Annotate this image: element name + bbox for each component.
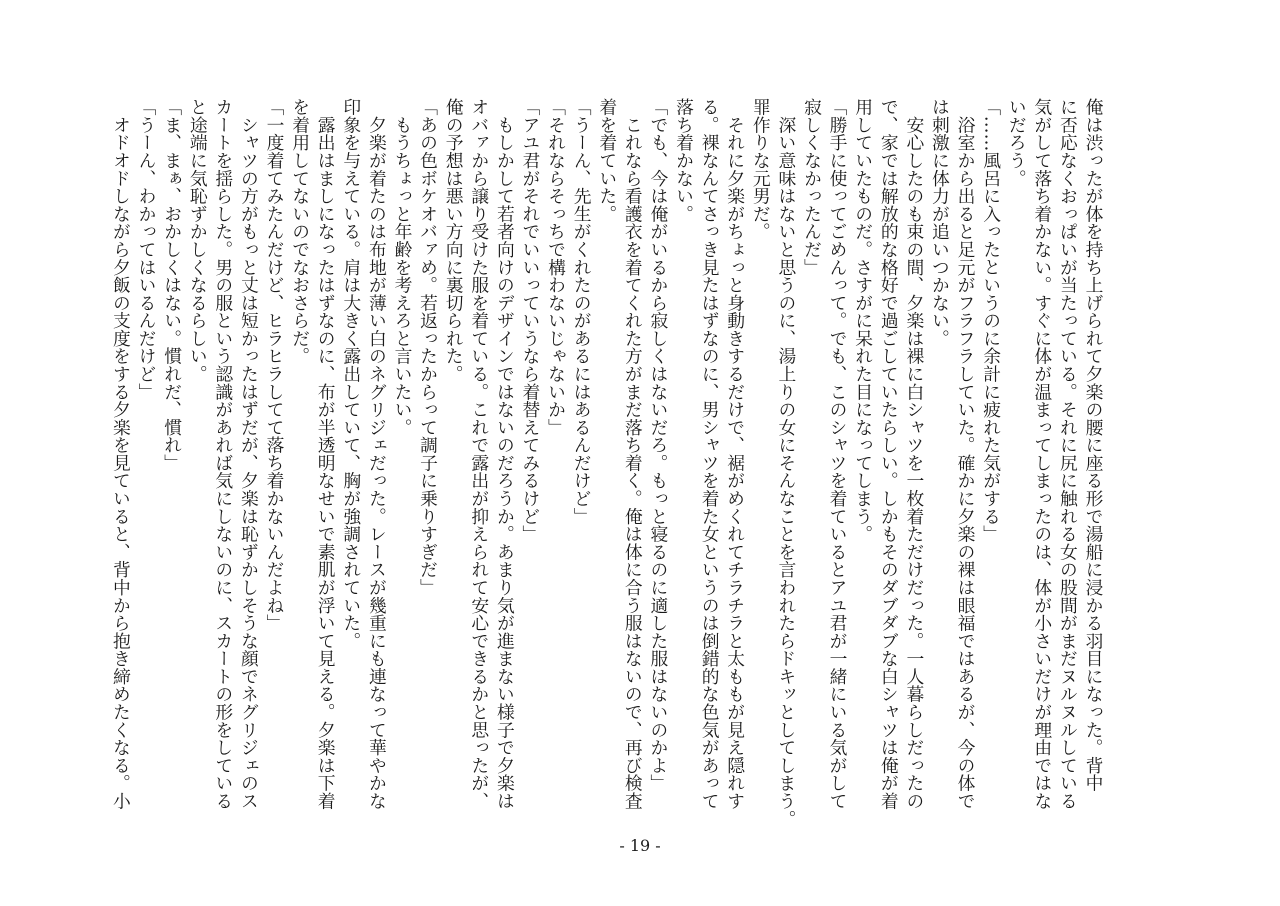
text-line: 俺は渋ったが体を持ち上げられて夕楽の腰に座る形で湯船に浸かる羽目になった。背中: [1083, 98, 1104, 792]
text-line: いだろう。: [1006, 98, 1028, 187]
text-line: もしかして若者向けのデザインではないのだろうか。あまり気が進まない様子で夕楽は: [494, 98, 516, 810]
text-line: で、家では解放的な格好で過ごしていたらしい。しかもそのダブダブな白シャツは俺が着: [878, 98, 900, 810]
text-line: 浴室から出ると足元がフラフラしていた。確かに夕楽の裸は眼福ではあるが、今の体で: [955, 98, 977, 810]
text-line: 深い意味はないと思うのに、湯上りの女にそんなことを言われたらドキッとしてしまう。: [775, 98, 797, 828]
text-line: 寂しくなかったんだ」: [801, 98, 823, 276]
text-line: 「勝手に使ってごめんって。でも、このシャツを着ているとアユ君が一緒にいる気がして: [827, 98, 849, 810]
text-line: は刺激に体力が追いつかない。: [929, 98, 951, 348]
text-line: 着を着ていた。: [596, 98, 618, 223]
text-line: と途端に気恥ずかしくなるらしい。: [187, 98, 209, 383]
text-line: 落ち着かない。: [673, 98, 695, 223]
page-body-text: [108, 98, 1106, 828]
text-line: 俺の予想は悪い方向に裏切られた。: [443, 98, 465, 383]
text-line: 「……風呂に入ったというのに余計に疲れた気がする」: [980, 98, 1002, 543]
text-line: 露出はましになったはずなのに、布が半透明なせいで素肌が浮いて見える。夕楽は下着: [315, 98, 337, 810]
text-line: 「ま、まぁ、おかしくはない。慣れだ、慣れ」: [161, 98, 183, 472]
text-line: 用していたものだ。さすがに呆れた目になってしまう。: [852, 98, 874, 543]
text-line: 罪作りな元男だ。: [750, 98, 772, 241]
text-line: 「うーん、わかってはいるんだけど」: [136, 98, 158, 401]
text-line: オドオドしながら夕飯の支度をする夕楽を見ていると、背中から抱き締めたくなる。小: [110, 98, 132, 810]
text-line: カートを揺らした。男の服という認識があれば気にしないのに、スカートの形をしている: [212, 98, 234, 810]
text-line: もうちょっと年齢を考えろと言いたい。: [391, 98, 413, 437]
text-line: 「それならそっちで構わないじゃないか」: [545, 98, 567, 437]
text-line: 「一度着てみたんだけど、ヒラヒラしてて落ち着かないんだよね」: [264, 98, 285, 632]
page-number: - 19 -: [619, 836, 661, 855]
text-line: る。裸なんてさっき見たはずなのに、男シャツを着た女というのは倒錯的な色気があって: [699, 98, 721, 810]
text-line: 安心したのも束の間、夕楽は裸に白シャツを一枚着ただけだった。一人暮らしだったの: [903, 98, 925, 810]
text-line: 「アユ君がそれでいいっていうなら着替えてみるけど」: [519, 98, 541, 543]
text-line: 印象を与えている。肩は大きく露出していて、胸が強調されていた。: [340, 98, 362, 650]
text-line: 「でも、今は俺がいるから寂しくはないだろ。もっと寝るのに適した服はないのかよ」: [647, 98, 669, 792]
text-line: シャツの方がもっと丈は短かったはずだが、夕楽は恥ずかしそうな顔でネグリジェのス: [238, 98, 260, 810]
text-line: それに夕楽がちょっと身動きするだけで、裾がめくれてチラチラと太ももが見え隠れす: [724, 98, 746, 810]
text-line: これなら看護衣を着てくれた方がまだ落ち着く。俺は体に合う服はないので、再び検査: [622, 98, 644, 810]
text-line: 気がして落ち着かない。すぐに体が温まってしまったのは、体が小さいだけが理由ではな: [1031, 98, 1053, 810]
text-line: 「あの色ボケオバァめ。若返ったからって調子に乗りすぎだ」: [417, 98, 439, 597]
text-line: 「うーん、先生がくれたのがあるにはあるんだけど」: [571, 98, 593, 525]
text-line: オバァから譲り受けた服を着ている。これで露出が抑えられて安心できるかと思ったが、: [468, 98, 490, 810]
text-line: に否応なくおっぱいが当たっている。それに尻に触れる女の股間がまだヌルヌルしている: [1057, 98, 1079, 810]
text-line: 夕楽が着たのは布地が薄い白のネグリジェだった。レースが幾重にも連なって華やかな: [366, 98, 388, 810]
text-line: を着用してないのでなおさらだ。: [289, 98, 311, 365]
